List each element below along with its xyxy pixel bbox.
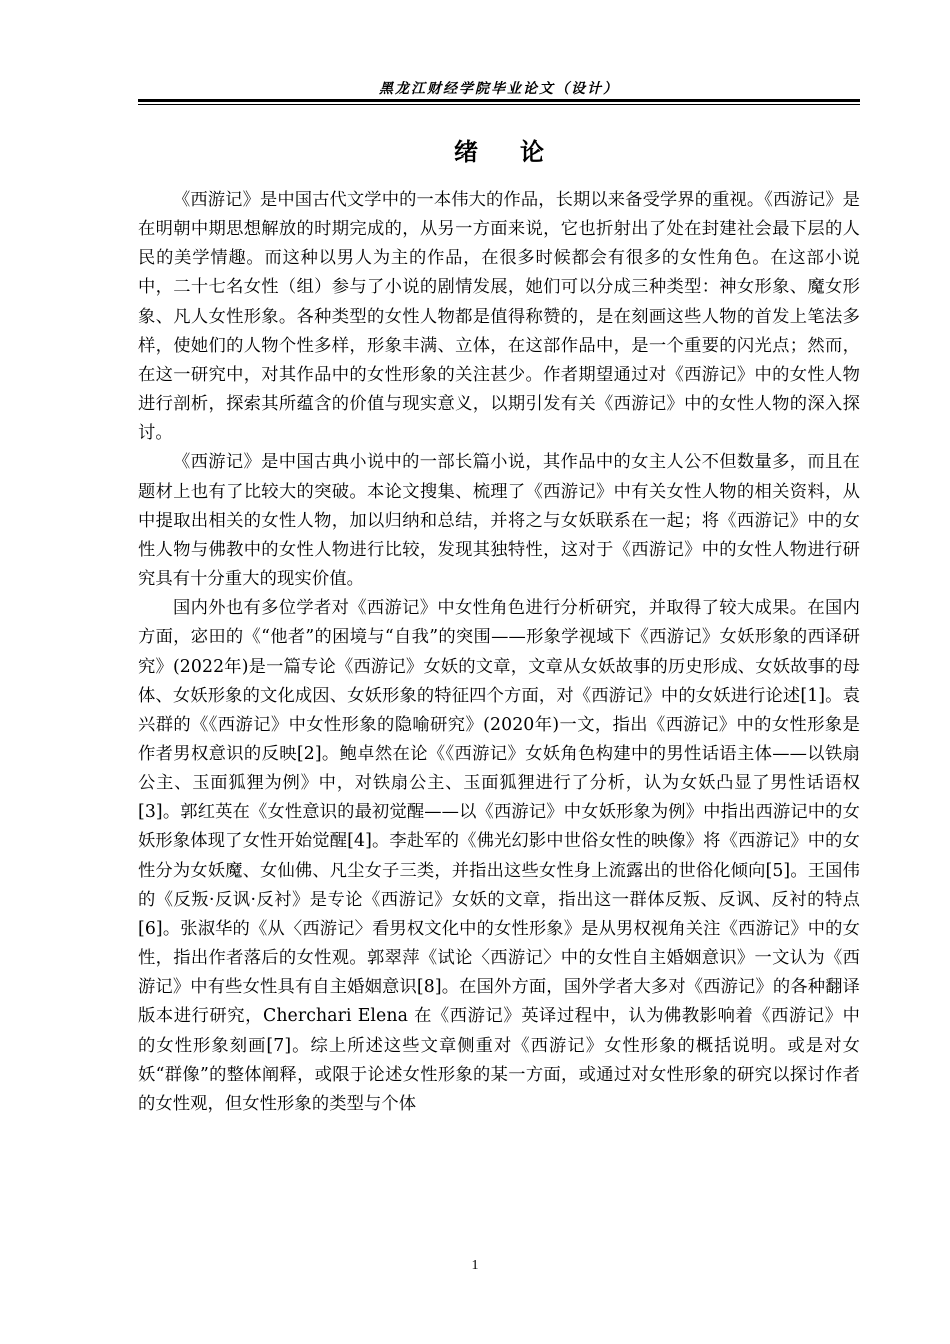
running-header: 黑龙江财经学院毕业论文（设计） [379, 81, 619, 97]
paragraph-2: 《西游记》是中国古典小说中的一部长篇小说，其作品中的女主人公不但数量多，而且在题材上也有了比较大的突破。本论文搜集、梳理了《西游记》中有关女性人物的相关资料，从中提取出相关的女性人物，加以归纳和总结，并将之与女妖联系在一起；将《西游记》中的女性人物与佛教中的女性人物进行比较，发现其独特性，这对于《西游记》中的女性人物进行研究具有十分重大的现实价值。 [138, 452, 860, 590]
page-number: 1 [471, 1258, 479, 1273]
body-text [138, 186, 860, 1119]
section-title: 绪论 [454, 138, 586, 166]
paragraph-1: 《西游记》是中国古代文学中的一本伟大的作品，长期以来备受学界的重视。《西游记》是在明朝中期思想解放的时期完成的，从另一方面来说，它也折射出了处在封建社会最下层的人民的美学情趣。而这种以男人为主的作品，在很多时候都会有很多的女性角色。在这部小说中，二十七名女性（组）参与了小说的剧情发展，她们可以分成三种类型：神女形象、魔女形象、凡人女性形象。各种类型的女性人物都是值得称赞的，是在刻画这些人物的首发上笔法多样，使她们的人物个性多样，形象丰满、立体，在这部作品中，是一个重要的闪光点；然而，在这一研究中，对其作品中的女性形象的关注甚少。作者期望通过对《西游记》中的女性人物进行剖析，探索其所蕴含的价值与现实意义，以期引发有关《西游记》中的女性人物的深入探讨。 [138, 190, 860, 444]
header-rule-thin [138, 104, 860, 105]
paragraph-3: 国内外也有多位学者对《西游记》中女性角色进行分析研究，并取得了较大成果。在国内方面，宓田的《“他者”的困境与“自我”的突围——形象学视域下《西游记》女妖形象的西译研究》(2022年)是一篇专论《西游记》女妖的文章，文章从女妖故事的历史形成、女妖故事的母体、女妖形象的文化成因、女妖形象的特征四个方面，对《西游记》中的女妖进行论述[1]。袁兴群的《《西游记》中女性形象的隐喻研究》(2020年)一文，指出《西游记》中的女性形象是作者男权意识的反映[2]。鲍卓然在论《《西游记》女妖角色构建中的男性话语主体——以铁扇公主、玉面狐狸为例》中，对铁扇公主、玉面狐狸进行了分析，认为女妖凸显了男性话语权[3]。郭红英在《女性意识的最初觉醒——以《西游记》中女妖形象为例》中指出西游记中的女妖形象体现了女性开始觉醒[4]。李赴军的《佛光幻影中世俗女性的映像》将《西游记》中的女性分为女妖魔、女仙佛、凡尘女子三类，并指出这些女性身上流露出的世俗化倾向[5]。王国伟的《反叛·反讽·反衬》是专论《西游记》女妖的文章，指出这一群体反叛、反讽、反衬的特点[6]。张淑华的《从〈西游记〉看男权文化中的女性形象》是从男权视角关注《西游记》中的女性，指出作者落后的女性观。郭翠萍《试论〈西游记〉中的女性自主婚姻意识》一文认为《西游记》中有些女性具有自主婚姻意识[8]。在国外方面，国外学者大多对《西游记》的各种翻译版本进行研究，Cherchari Elena 在《西游记》英译过程中，认为佛教影响着《西游记》中的女性形象刻画[7]。综上所述这些文章侧重对《西游记》女性形象的概括说明。或是对女妖“群像”的整体阐释，或限于论述女性形象的某一方面，或通过对女性形象的研究以探讨作者的女性观，但女性形象的类型与个体 [138, 598, 860, 1114]
header-rule-thick [138, 99, 860, 102]
